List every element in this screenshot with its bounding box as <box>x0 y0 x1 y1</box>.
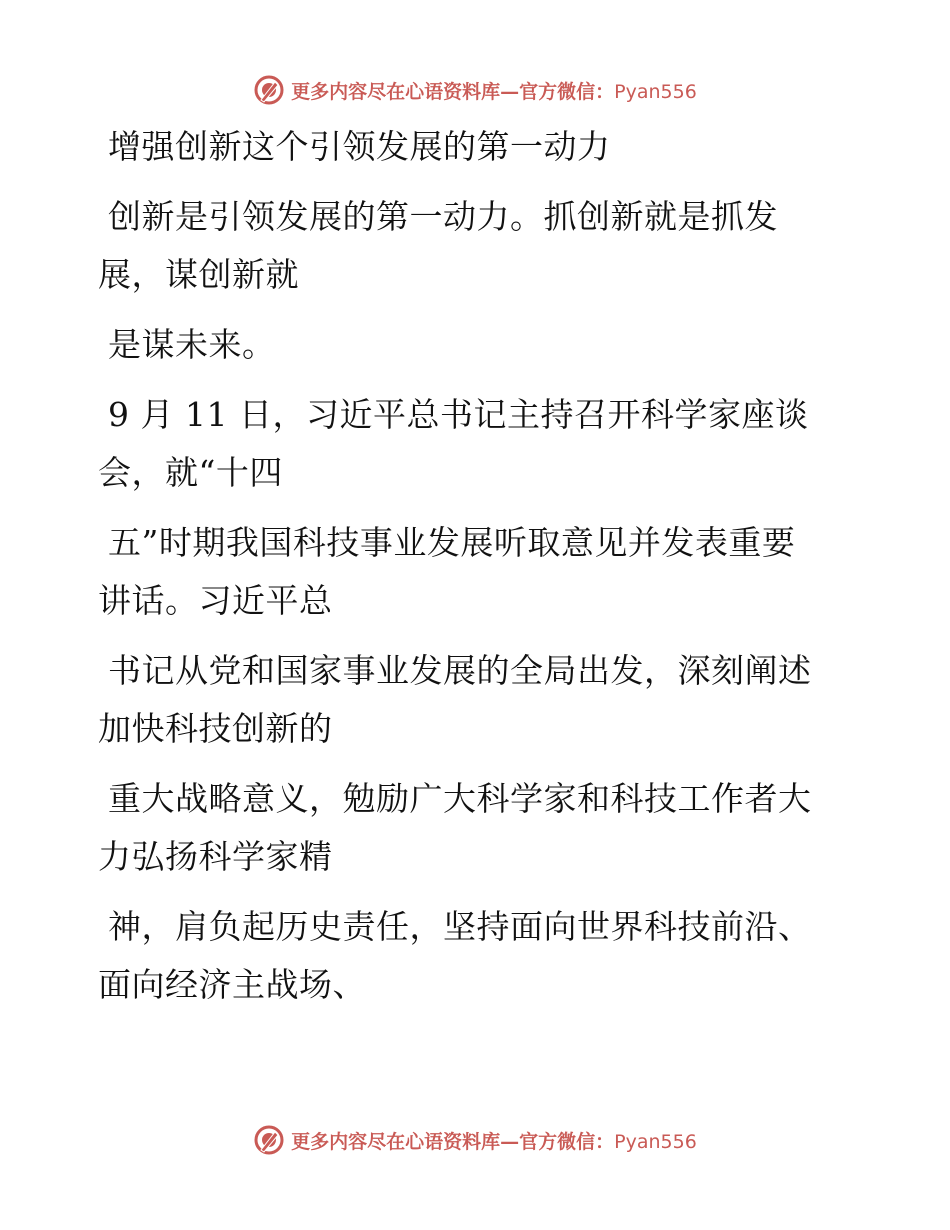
text-line: 五”时期我国科技事业发展听取意见并发表重要 <box>108 523 796 562</box>
text-line: 是谋未来。 <box>108 325 276 364</box>
text-line: 力弘扬科学家精 <box>98 837 333 876</box>
text-line: 9 月 11 日，习近平总书记主持召开科学家座谈 <box>108 395 809 434</box>
text-line: 书记从党和国家事业发展的全局出发，深刻阐述 <box>108 651 812 690</box>
pen-logo-icon <box>253 1124 285 1156</box>
document-body <box>98 118 838 1014</box>
text-line: 重大战略意义，勉励广大科学家和科技工作者大 <box>108 779 812 818</box>
text-line: 创新是引领发展的第一动力。抓创新就是抓发 <box>108 197 778 236</box>
pen-logo-icon <box>253 74 285 106</box>
header-watermark-text: 更多内容尽在心语资料库—官方微信：Pyan556 <box>291 80 697 103</box>
header-watermark-banner <box>0 70 950 110</box>
text-line: 会，就“十四 <box>98 453 283 492</box>
footer-watermark-text: 更多内容尽在心语资料库—官方微信：Pyan556 <box>291 1130 697 1153</box>
text-line: 面向经济主战场、 <box>98 965 366 1004</box>
document-heading: 增强创新这个引领发展的第一动力 <box>108 127 611 166</box>
text-line: 神，肩负起历史责任，坚持面向世界科技前沿、 <box>108 907 812 946</box>
footer-watermark-banner <box>0 1120 950 1160</box>
text-line: 加快科技创新的 <box>98 709 333 748</box>
text-line: 讲话。习近平总 <box>98 581 333 620</box>
text-line: 展，谋创新就 <box>98 255 299 294</box>
